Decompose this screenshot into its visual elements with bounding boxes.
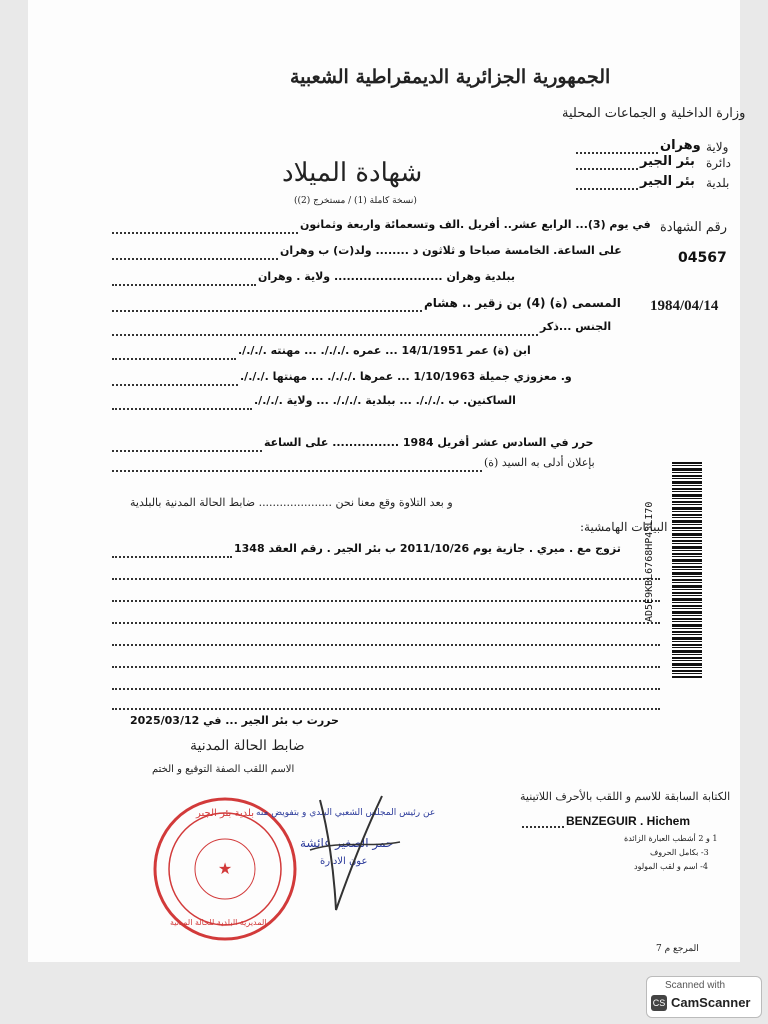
line-day: في يوم (3)... الرابع عشر.. أفريل .الف وتسعمائة واربعة وثمانون [300,218,651,231]
wilaya-label: ولاية [706,140,729,154]
document-title: شهادة الميلاد [282,158,423,188]
commune-value: بئر الجير [640,174,695,189]
issued-line: حررت ب بئر الجير ... في 2025/03/12 [130,714,339,727]
margin-notes-label: البيانات الهامشية: [580,520,668,534]
line-father: ابن (ة) عمر 14/1/1951 ... عمره ./././. ... مهنته ./././. [238,344,531,357]
line-declaration-dots [112,470,482,472]
reference: المرجع م 7 [656,944,699,954]
margin-note-dots [112,556,232,558]
blank-line-4 [112,644,660,646]
scanned-with-text: Scanned with [665,980,726,991]
officer-sign-label: الاسم اللقب الصفة التوقيع و الختم [152,764,295,775]
line-time-dots [112,258,278,260]
commune-dots [576,188,638,190]
line-sex-dots [112,334,538,336]
blank-line-1 [112,578,660,580]
footnote-2: 3- بكامل الحروف [650,848,709,857]
stamp-top-text: بلدية بئر الجير [196,808,254,819]
camscanner-icon: CS [651,995,667,1011]
line-day-dots [112,232,298,234]
cert-number-label: رقم الشهادة [660,220,727,235]
line-mother: و. معزوزي جميلة 1/10/1963 ... عمرها ./././. ... مهنتها ./././. [240,370,572,383]
footnote-3: 4- اسم و لقب المولود [634,862,708,871]
line-name-dots [112,310,422,312]
cert-number: 04567 [678,250,727,266]
latin-name: BENZEGUIR . Hichem [566,814,691,828]
line-drafted: حرر في السادس عشر أفريل 1984 ................ على الساعة [264,436,594,449]
line-commune-dots [112,284,256,286]
blank-line-6 [112,688,660,690]
blank-line-3 [112,622,660,624]
svg-text:★: ★ [217,859,233,878]
line-declaration: بإعلان أدلى به السيد (ة) [484,456,595,469]
daira-label: دائرة [706,156,731,170]
commune-label: بلدية [706,176,730,190]
birth-date: 1984/04/14 [650,298,719,314]
wilaya-value: وهران [660,138,701,153]
daira-dots [576,168,638,170]
margin-note: تزوج مع . ميري . جازية يوم 2011/10/26 ب بئر الجير . رقم العقد 1348 [234,542,621,555]
camscanner-brand: CamScanner [671,995,751,1010]
line-father-dots [112,358,236,360]
line-after-reading: و بعد التلاوة وقع معنا نحن ..................... ضابط الحالة المدنية بالبلدية [130,496,453,509]
latin-dots [522,826,564,828]
line-time: على الساعة. الخامسة صباحا و ثلاثون د ........ ولد(ت) ب وهران [280,244,622,257]
line-name: المسمى (ة) (4) بن زقير .. هشام [424,296,621,310]
line-commune: ببلدية وهران .......................... ولاية . وهران [258,270,516,283]
blank-line-5 [112,666,660,668]
line-residence: الساكنين. ب ./././. ... ببلدية ./././. ... ولاية ./././. [254,394,516,407]
document-subtitle: (نسخة كاملة (1) / مستخرج (2)) [294,196,417,206]
blank-line-7 [112,708,660,710]
barcode-text: AD5E9KBL6768HP43LI70 [644,501,655,622]
camscanner-badge [646,976,762,1018]
daira-value: بئر الجير [640,154,695,169]
line-mother-dots [112,384,238,386]
line-drafted-dots [112,450,262,452]
line-sex: الجنس ...ذكر [540,320,612,333]
stamp-bottom-text: المديرية البلدية للحالة المدنية [170,918,267,927]
ministry-heading: وزارة الداخلية و الجماعات المحلية [562,106,746,121]
republic-heading: الجمهورية الجزائرية الديمقراطية الشعبية [290,66,611,88]
footnote-1: 1 و 2 أشطب العبارة الزائدة [624,834,718,843]
latin-label: الكتابة السابقة للاسم و اللقب بالأحرف اللاتينية [520,790,731,803]
signature-name: حمر الصغير عائشة [300,836,394,850]
officer-title: ضابط الحالة المدنية [190,738,305,754]
signature-text: عن رئيس المجلس الشعبي البلدي و بتفويض منه [256,808,436,818]
blank-line-2 [112,600,660,602]
line-residence-dots [112,408,252,410]
signature-role: عون الادارة [320,856,368,867]
signature-scribble [300,790,410,930]
barcode [672,462,702,678]
